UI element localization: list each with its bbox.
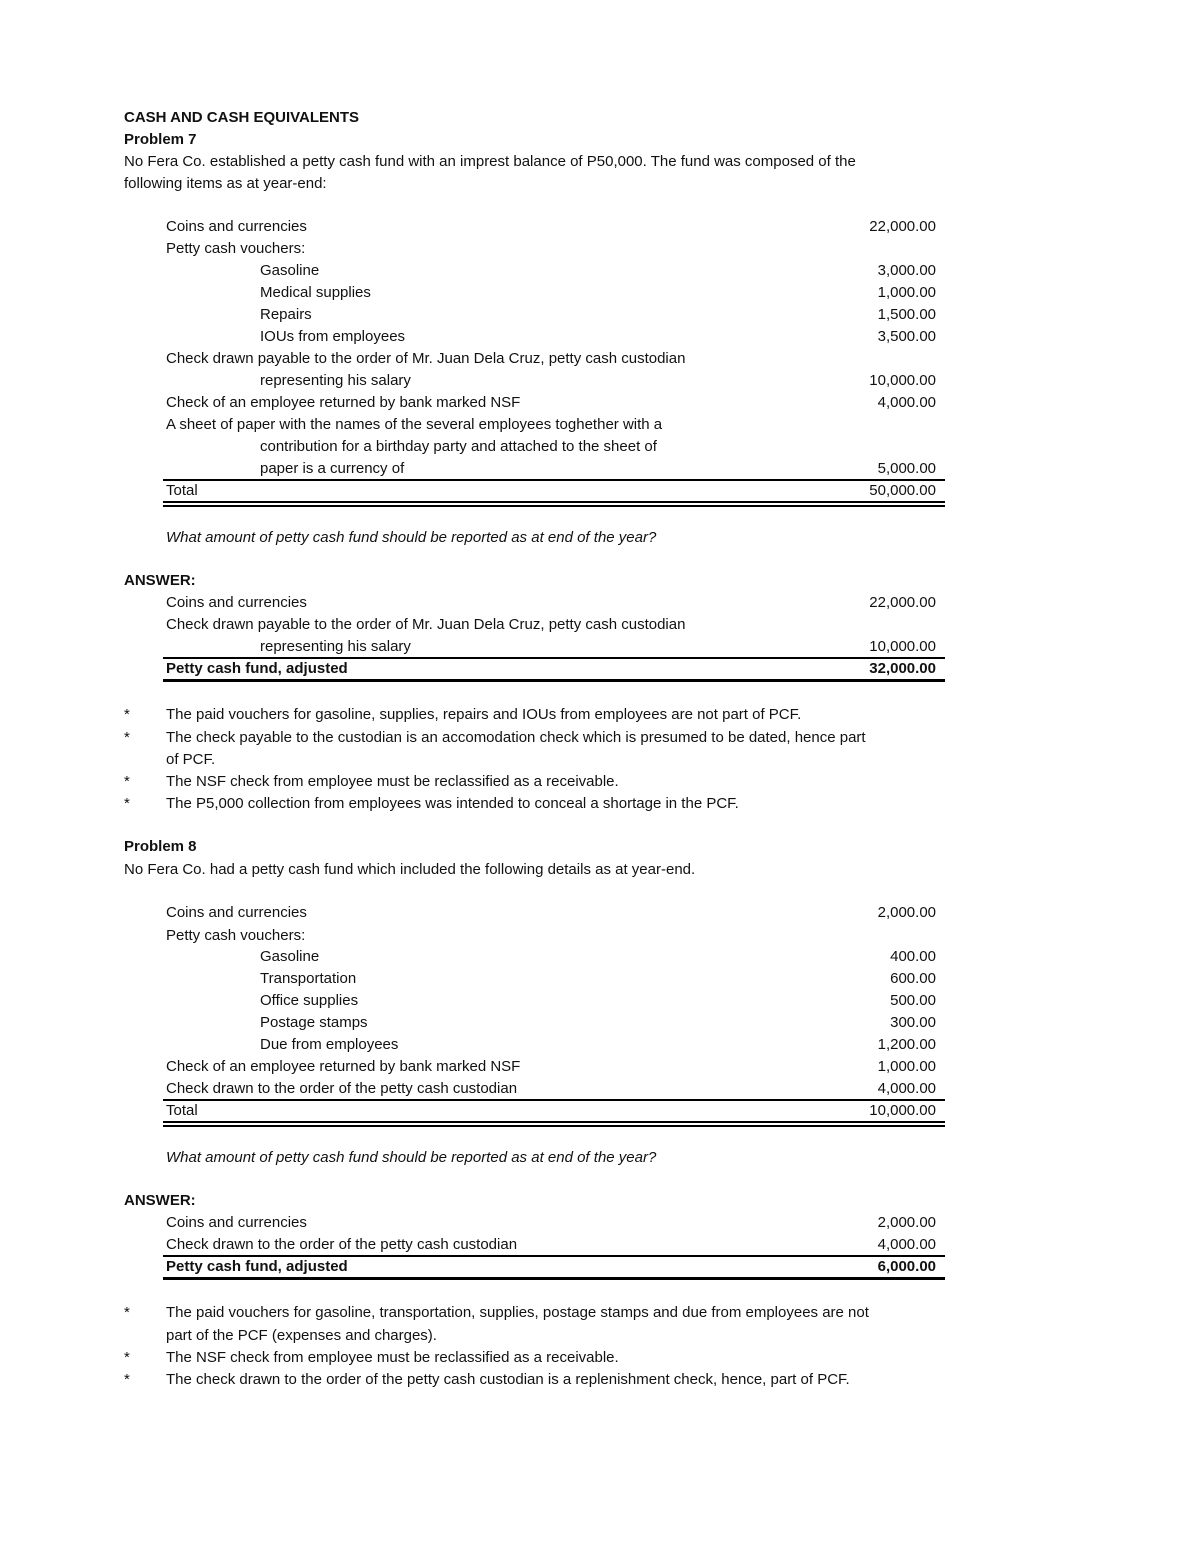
- line-item-amount: 400.00: [890, 948, 936, 965]
- note-bullet: *: [124, 795, 130, 812]
- note-text: part of the PCF (expenses and charges).: [166, 1327, 437, 1344]
- line-item-label: contribution for a birthday party and attached to the sheet of: [260, 438, 657, 455]
- problem-7-intro-cont: following items as at year-end:: [124, 175, 327, 192]
- adjusted-label: Petty cash fund, adjusted: [166, 1258, 348, 1275]
- note-text: The check payable to the custodian is an accomodation check which is presumed to be dated, hence part: [166, 729, 866, 746]
- line-item-label: Coins and currencies: [166, 904, 307, 921]
- answer-item-label: Coins and currencies: [166, 594, 307, 611]
- line-item-label: Due from employees: [260, 1036, 399, 1053]
- line-item-label: Repairs: [260, 306, 312, 323]
- question-text: What amount of petty cash fund should be reported as at end of the year?: [166, 1149, 657, 1166]
- answer-item-label: Check drawn payable to the order of Mr. Juan Dela Cruz, petty cash custodian: [166, 616, 686, 633]
- adjusted-top-rule: [163, 657, 945, 659]
- adjusted-bottom-rule: [163, 1277, 945, 1280]
- line-item-label: Office supplies: [260, 992, 359, 1009]
- total-double-rule: [163, 501, 945, 503]
- note-text: The paid vouchers for gasoline, supplies, repairs and IOUs from employees are not part of PCF.: [166, 706, 802, 723]
- note-bullet: *: [124, 1349, 130, 1366]
- total-label: Total: [166, 1102, 198, 1119]
- line-item-label: Petty cash vouchers:: [166, 927, 306, 944]
- total-double-rule: [163, 505, 945, 507]
- line-item-label: IOUs from employees: [260, 328, 406, 345]
- line-item-label: representing his salary: [260, 372, 411, 389]
- note-bullet: *: [124, 773, 130, 790]
- answer-item-label: Check drawn to the order of the petty cash custodian: [166, 1236, 518, 1253]
- total-double-rule: [163, 1121, 945, 1123]
- note-bullet: *: [124, 729, 130, 746]
- line-item-amount: 3,000.00: [877, 262, 936, 279]
- line-item-amount: 1,000.00: [877, 1058, 936, 1075]
- line-item-amount: 1,200.00: [877, 1036, 936, 1053]
- total-top-rule: [163, 479, 945, 481]
- total-amount: 10,000.00: [869, 1102, 936, 1119]
- line-item-label: Transportation: [260, 970, 357, 987]
- answer-label: ANSWER:: [124, 572, 196, 589]
- note-bullet: *: [124, 1304, 130, 1321]
- problem-7-title: Problem 7: [124, 131, 197, 148]
- answer-item-amount: 4,000.00: [877, 1236, 936, 1253]
- answer-label: ANSWER:: [124, 1192, 196, 1209]
- line-item-amount: 500.00: [890, 992, 936, 1009]
- note-text: The NSF check from employee must be reclassified as a receivable.: [166, 1349, 619, 1366]
- total-amount: 50,000.00: [869, 482, 936, 499]
- question-text: What amount of petty cash fund should be reported as at end of the year?: [166, 529, 657, 546]
- adjusted-amount: 32,000.00: [869, 660, 936, 677]
- line-item-label: A sheet of paper with the names of the several employees toghether with a: [166, 416, 663, 433]
- line-item-amount: 300.00: [890, 1014, 936, 1031]
- total-label: Total: [166, 482, 198, 499]
- line-item-amount: 1,500.00: [877, 306, 936, 323]
- line-item-amount: 5,000.00: [877, 460, 936, 477]
- line-item-amount: 4,000.00: [877, 394, 936, 411]
- total-double-rule: [163, 1125, 945, 1127]
- note-text: of PCF.: [166, 751, 216, 768]
- line-item-amount: 2,000.00: [877, 904, 936, 921]
- line-item-amount: 3,500.00: [877, 328, 936, 345]
- problem-8-title: Problem 8: [124, 838, 197, 855]
- document-heading: CASH AND CASH EQUIVALENTS: [124, 109, 360, 126]
- line-item-label: Gasoline: [260, 948, 320, 965]
- adjusted-top-rule: [163, 1255, 945, 1257]
- line-item-label: paper is a currency of: [260, 460, 405, 477]
- line-item-amount: 4,000.00: [877, 1080, 936, 1097]
- answer-item-label: Coins and currencies: [166, 1214, 307, 1231]
- answer-item-amount: 2,000.00: [877, 1214, 936, 1231]
- note-text: The check drawn to the order of the petty cash custodian is a replenishment check, hence, part of PCF.: [166, 1371, 850, 1388]
- line-item-label: Check of an employee returned by bank marked NSF: [166, 394, 521, 411]
- note-bullet: *: [124, 1371, 130, 1388]
- line-item-amount: 1,000.00: [877, 284, 936, 301]
- line-item-amount: 600.00: [890, 970, 936, 987]
- adjusted-label: Petty cash fund, adjusted: [166, 660, 348, 677]
- note-bullet: *: [124, 706, 130, 723]
- total-top-rule: [163, 1099, 945, 1101]
- answer-item-amount: 10,000.00: [869, 638, 936, 655]
- adjusted-amount: 6,000.00: [877, 1258, 936, 1275]
- note-text: The P5,000 collection from employees was intended to conceal a shortage in the PCF.: [166, 795, 739, 812]
- answer-item-label: representing his salary: [260, 638, 411, 655]
- line-item-label: Petty cash vouchers:: [166, 240, 306, 257]
- line-item-label: Medical supplies: [260, 284, 371, 301]
- adjusted-bottom-rule: [163, 679, 945, 682]
- line-item-label: Check of an employee returned by bank marked NSF: [166, 1058, 521, 1075]
- line-item-label: Gasoline: [260, 262, 320, 279]
- line-item-label: Check drawn to the order of the petty cash custodian: [166, 1080, 518, 1097]
- line-item-amount: 22,000.00: [869, 218, 936, 235]
- line-item-label: Check drawn payable to the order of Mr. Juan Dela Cruz, petty cash custodian: [166, 350, 686, 367]
- line-item-label: Postage stamps: [260, 1014, 368, 1031]
- note-text: The paid vouchers for gasoline, transportation, supplies, postage stamps and due from employees are not: [166, 1304, 869, 1321]
- problem-7-intro: No Fera Co. established a petty cash fund with an imprest balance of P50,000. The fund was composed of the: [124, 153, 856, 170]
- line-item-label: Coins and currencies: [166, 218, 307, 235]
- problem-8-intro: No Fera Co. had a petty cash fund which included the following details as at year-end.: [124, 861, 696, 878]
- note-text: The NSF check from employee must be reclassified as a receivable.: [166, 773, 619, 790]
- answer-item-amount: 22,000.00: [869, 594, 936, 611]
- line-item-amount: 10,000.00: [869, 372, 936, 389]
